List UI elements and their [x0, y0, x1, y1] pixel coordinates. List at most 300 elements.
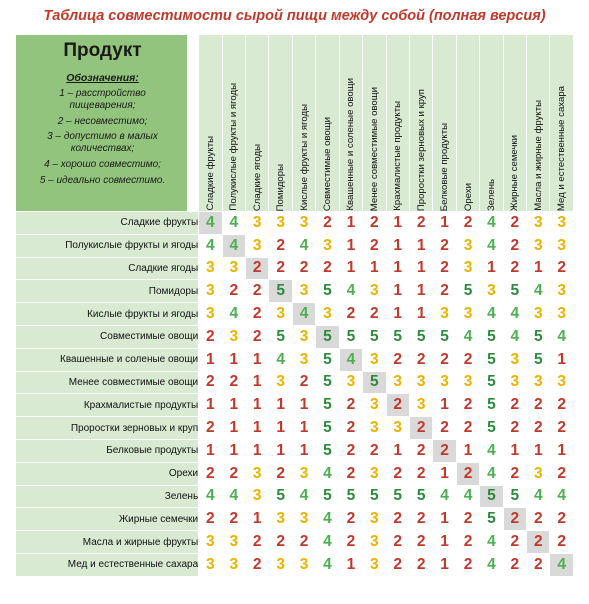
compatibility-cell: 4 [433, 485, 456, 508]
compatibility-cell: 1 [409, 234, 432, 257]
compatibility-cell: 4 [527, 485, 550, 508]
column-header [363, 35, 386, 212]
compatibility-cell: 3 [269, 371, 292, 394]
compatibility-cell: 5 [316, 485, 339, 508]
compatibility-cell: 2 [363, 303, 386, 326]
compatibility-cell: 2 [503, 508, 526, 531]
compatibility-cell: 2 [292, 371, 315, 394]
compatibility-cell: 1 [433, 462, 456, 485]
column-header-label: Проростки зерновых и круп [415, 88, 427, 211]
compatibility-cell: 3 [433, 303, 456, 326]
compatibility-cell: 1 [246, 439, 269, 462]
column-header [409, 35, 432, 212]
compatibility-cell: 2 [199, 417, 222, 440]
table-row [16, 371, 574, 394]
compatibility-cell: 4 [339, 348, 362, 371]
column-header-label: Зелень [485, 178, 497, 211]
row-header: Помидоры [16, 280, 199, 303]
compatibility-cell: 2 [409, 417, 432, 440]
compatibility-cell: 1 [386, 280, 409, 303]
compatibility-cell: 3 [222, 553, 245, 576]
compatibility-cell: 4 [480, 234, 503, 257]
compatibility-cell: 2 [316, 212, 339, 235]
compatibility-cell: 5 [316, 325, 339, 348]
compatibility-cell: 4 [503, 325, 526, 348]
column-header [246, 35, 269, 212]
compatibility-cell: 1 [292, 394, 315, 417]
compatibility-cell: 2 [527, 417, 550, 440]
legend-subtitle: Обозначения: [66, 72, 139, 84]
compatibility-cell: 4 [292, 234, 315, 257]
compatibility-cell: 4 [316, 462, 339, 485]
column-header [339, 35, 362, 212]
column-header [316, 35, 339, 212]
compatibility-cell: 1 [550, 439, 574, 462]
column-header [433, 35, 456, 212]
legend-panel [15, 34, 188, 212]
compatibility-cell: 1 [433, 394, 456, 417]
compatibility-cell: 2 [409, 531, 432, 554]
compatibility-cell: 3 [456, 234, 479, 257]
compatibility-cell: 2 [433, 417, 456, 440]
compatibility-cell: 2 [433, 439, 456, 462]
compatibility-cell: 4 [480, 303, 503, 326]
compatibility-cell: 4 [550, 553, 574, 576]
compatibility-cell: 2 [503, 553, 526, 576]
table-row [16, 508, 574, 531]
compatibility-cell: 2 [503, 234, 526, 257]
column-header [222, 35, 245, 212]
table-row [16, 325, 574, 348]
compatibility-cell: 2 [456, 553, 479, 576]
compatibility-cell: 3 [246, 485, 269, 508]
compatibility-cell: 2 [363, 212, 386, 235]
compatibility-cell: 2 [386, 394, 409, 417]
compatibility-cell: 2 [409, 553, 432, 576]
compatibility-cell: 3 [363, 531, 386, 554]
table-row [16, 348, 574, 371]
row-header: Проростки зерновых и круп [16, 417, 199, 440]
compatibility-cell: 1 [409, 280, 432, 303]
table-row [16, 417, 574, 440]
compatibility-cell: 3 [550, 234, 574, 257]
compatibility-cell: 1 [433, 508, 456, 531]
compatibility-cell: 2 [503, 417, 526, 440]
column-header-label: Полукислые фрукты и ягоды [228, 83, 240, 211]
row-header: Сладкие фрукты [16, 212, 199, 235]
column-header [199, 35, 222, 212]
compatibility-cell: 1 [246, 508, 269, 531]
compatibility-cell: 2 [456, 348, 479, 371]
compatibility-cell: 2 [550, 462, 574, 485]
compatibility-cell: 2 [269, 257, 292, 280]
compatibility-cell: 2 [433, 348, 456, 371]
compatibility-cell: 2 [246, 531, 269, 554]
compatibility-cell: 5 [503, 280, 526, 303]
compatibility-cell: 1 [292, 417, 315, 440]
compatibility-cell: 1 [269, 394, 292, 417]
compatibility-cell: 3 [480, 280, 503, 303]
compatibility-cell: 4 [269, 348, 292, 371]
compatibility-cell: 5 [480, 508, 503, 531]
compatibility-cell: 1 [199, 394, 222, 417]
compatibility-cell: 2 [199, 508, 222, 531]
compatibility-cell: 2 [456, 417, 479, 440]
compatibility-cell: 2 [527, 553, 550, 576]
column-header [269, 35, 292, 212]
compatibility-cell: 4 [222, 212, 245, 235]
compatibility-cell: 3 [292, 508, 315, 531]
column-header [386, 35, 409, 212]
compatibility-cell: 3 [409, 371, 432, 394]
compatibility-cell: 2 [550, 508, 574, 531]
compatibility-cell: 1 [456, 439, 479, 462]
legend-line: 5 – идеально совместимо. [39, 175, 166, 186]
compatibility-cell: 4 [527, 280, 550, 303]
compatibility-cell: 2 [550, 531, 574, 554]
compatibility-cell: 4 [222, 303, 245, 326]
compatibility-cell: 5 [339, 325, 362, 348]
compatibility-cell: 2 [269, 531, 292, 554]
compatibility-cell: 4 [316, 553, 339, 576]
compatibility-cell: 2 [339, 531, 362, 554]
compatibility-cell: 3 [222, 325, 245, 348]
compatibility-cell: 3 [503, 371, 526, 394]
compatibility-cell: 3 [363, 348, 386, 371]
compatibility-cell: 3 [316, 303, 339, 326]
compatibility-cell: 5 [269, 485, 292, 508]
compatibility-cell: 4 [292, 303, 315, 326]
compatibility-cell: 4 [480, 462, 503, 485]
compatibility-cell: 2 [456, 531, 479, 554]
compatibility-cell: 2 [433, 234, 456, 257]
compatibility-cell: 3 [316, 234, 339, 257]
compatibility-cell: 3 [246, 462, 269, 485]
compatibility-cell: 3 [363, 280, 386, 303]
compatibility-cell: 2 [246, 325, 269, 348]
compatibility-cell: 4 [503, 303, 526, 326]
compatibility-cell: 1 [503, 439, 526, 462]
compatibility-cell: 1 [199, 348, 222, 371]
compatibility-cell: 2 [199, 462, 222, 485]
compatibility-cell: 5 [316, 394, 339, 417]
table-row [16, 439, 574, 462]
compatibility-cell: 5 [409, 325, 432, 348]
compatibility-cell: 2 [433, 257, 456, 280]
column-header-label: Крахмалистые продукты [392, 101, 404, 211]
compatibility-cell: 2 [222, 371, 245, 394]
compatibility-cell: 3 [199, 257, 222, 280]
compatibility-cell: 1 [550, 348, 574, 371]
compatibility-cell: 5 [363, 371, 386, 394]
compatibility-cell: 1 [433, 212, 456, 235]
compatibility-cell: 2 [222, 280, 245, 303]
compatibility-cell: 1 [199, 439, 222, 462]
compatibility-cell: 3 [269, 553, 292, 576]
legend-line: 1 – расстройство [59, 88, 146, 99]
compatibility-cell: 3 [269, 212, 292, 235]
compatibility-cell: 4 [292, 485, 315, 508]
compatibility-cell: 2 [503, 462, 526, 485]
compatibility-cell: 3 [550, 371, 574, 394]
compatibility-cell: 2 [363, 439, 386, 462]
compatibility-cell: 5 [480, 417, 503, 440]
compatibility-cell: 3 [199, 303, 222, 326]
compatibility-cell: 1 [386, 439, 409, 462]
compatibility-cell: 2 [339, 303, 362, 326]
compatibility-cell: 2 [409, 508, 432, 531]
row-header: Белковые продукты [16, 439, 199, 462]
column-header [456, 35, 479, 212]
compatibility-cell: 3 [339, 371, 362, 394]
compatibility-cell: 3 [199, 553, 222, 576]
column-header [480, 35, 503, 212]
compatibility-cell: 5 [363, 325, 386, 348]
column-header [503, 35, 526, 212]
compatibility-cell: 3 [269, 508, 292, 531]
compatibility-cell: 3 [456, 371, 479, 394]
compatibility-cell: 4 [316, 508, 339, 531]
compatibility-cell: 5 [386, 325, 409, 348]
compatibility-cell: 1 [246, 348, 269, 371]
compatibility-cell: 5 [316, 439, 339, 462]
column-header-label: Масла и жирные фрукты [532, 100, 544, 211]
compatibility-cell: 3 [292, 462, 315, 485]
column-header-label: Помидоры [275, 163, 287, 211]
column-header-label: Менее совместимые овощи [368, 86, 380, 211]
compatibility-cell: 5 [339, 485, 362, 508]
compatibility-cell: 3 [363, 508, 386, 531]
compatibility-cell: 5 [409, 485, 432, 508]
compatibility-cell: 2 [409, 439, 432, 462]
compatibility-cell: 4 [480, 212, 503, 235]
compatibility-cell: 5 [527, 325, 550, 348]
compatibility-cell: 2 [339, 417, 362, 440]
compatibility-cell: 1 [386, 303, 409, 326]
compatibility-cell: 3 [550, 280, 574, 303]
compatibility-cell: 1 [363, 257, 386, 280]
compatibility-cell: 2 [386, 531, 409, 554]
table-row [16, 280, 574, 303]
compatibility-cell: 5 [480, 348, 503, 371]
compatibility-cell: 2 [222, 462, 245, 485]
compatibility-cell: 5 [386, 485, 409, 508]
compatibility-cell: 3 [199, 531, 222, 554]
compatibility-cell: 2 [550, 257, 574, 280]
compatibility-cell: 4 [456, 325, 479, 348]
compatibility-cell: 5 [433, 325, 456, 348]
row-header: Совместимые овощи [16, 325, 199, 348]
compatibility-cell: 2 [503, 257, 526, 280]
compatibility-cell: 1 [222, 439, 245, 462]
compatibility-cell: 3 [363, 417, 386, 440]
compatibility-cell: 5 [316, 280, 339, 303]
column-header [550, 35, 574, 212]
legend-line: пищеварения; [69, 100, 136, 111]
compatibility-cell: 3 [527, 212, 550, 235]
compatibility-cell: 2 [246, 303, 269, 326]
compatibility-cell: 1 [339, 234, 362, 257]
compatibility-cell: 2 [409, 462, 432, 485]
column-header [527, 35, 550, 212]
column-header-label: Мед и естественные сахара [556, 85, 568, 211]
row-header: Орехи [16, 462, 199, 485]
compatibility-cell: 4 [199, 485, 222, 508]
legend-line: 2 – несовместимо; [57, 116, 148, 127]
compatibility-cell: 4 [480, 553, 503, 576]
compatibility-cell: 2 [363, 234, 386, 257]
compatibility-cell: 2 [292, 257, 315, 280]
page-title: Таблица совместимости сырой пищи между собой (полная версия) [43, 8, 546, 24]
compatibility-cell: 5 [269, 325, 292, 348]
compatibility-cell: 2 [339, 462, 362, 485]
compatibility-cell: 1 [246, 417, 269, 440]
compatibility-cell: 2 [386, 348, 409, 371]
legend-heading: Продукт [63, 40, 142, 61]
compatibility-cell: 1 [246, 371, 269, 394]
row-header: Крахмалистые продукты [16, 394, 199, 417]
compatibility-cell: 3 [503, 348, 526, 371]
compatibility-cell: 4 [339, 280, 362, 303]
compatibility-cell: 1 [222, 348, 245, 371]
compatibility-cell: 3 [246, 212, 269, 235]
compatibility-cell: 2 [386, 508, 409, 531]
row-header: Сладкие ягоды [16, 257, 199, 280]
compatibility-cell: 5 [527, 348, 550, 371]
compatibility-cell: 2 [527, 508, 550, 531]
compatibility-cell: 4 [480, 531, 503, 554]
compatibility-cell: 3 [269, 303, 292, 326]
compatibility-cell: 3 [527, 462, 550, 485]
compatibility-cell: 3 [292, 348, 315, 371]
compatibility-cell: 2 [246, 553, 269, 576]
compatibility-cell: 2 [503, 531, 526, 554]
column-header [292, 35, 315, 212]
compatibility-cell: 2 [386, 462, 409, 485]
compatibility-cell: 5 [363, 485, 386, 508]
compatibility-cell: 4 [550, 325, 574, 348]
compatibility-cell: 2 [222, 508, 245, 531]
compatibility-cell: 3 [456, 303, 479, 326]
compatibility-cell: 4 [550, 485, 574, 508]
compatibility-cell: 1 [269, 439, 292, 462]
compatibility-cell: 5 [480, 371, 503, 394]
compatibility-cell: 5 [316, 348, 339, 371]
compatibility-cell: 2 [550, 417, 574, 440]
row-header: Полукислые фрукты и ягоды [16, 234, 199, 257]
legend-line: 4 – хорошо совместимо; [44, 159, 161, 170]
compatibility-cell: 3 [527, 371, 550, 394]
compatibility-cell: 1 [527, 439, 550, 462]
compatibility-cell: 5 [480, 485, 503, 508]
compatibility-cell: 2 [456, 394, 479, 417]
row-header: Кислые фрукты и ягоды [16, 303, 199, 326]
compatibility-cell: 3 [292, 325, 315, 348]
compatibility-cell: 2 [456, 462, 479, 485]
compatibility-cell: 2 [199, 371, 222, 394]
compatibility-cell: 2 [527, 531, 550, 554]
compatibility-cell: 3 [292, 212, 315, 235]
compatibility-cell: 1 [433, 531, 456, 554]
compatibility-cell: 3 [527, 303, 550, 326]
compatibility-cell: 2 [409, 348, 432, 371]
column-header-label: Орехи [462, 182, 474, 211]
compatibility-cell: 4 [222, 234, 245, 257]
compatibility-cell: 2 [316, 257, 339, 280]
compatibility-cell: 5 [269, 280, 292, 303]
compatibility-cell: 1 [222, 394, 245, 417]
column-header-label: Сладкие ягоды [251, 143, 263, 211]
compatibility-cell: 1 [409, 303, 432, 326]
compatibility-cell: 1 [386, 234, 409, 257]
compatibility-cell: 2 [386, 553, 409, 576]
compatibility-cell: 2 [503, 394, 526, 417]
compatibility-cell: 3 [386, 371, 409, 394]
compatibility-cell: 2 [339, 439, 362, 462]
compatibility-cell: 4 [199, 234, 222, 257]
table-row [16, 212, 574, 235]
compatibility-cell: 5 [503, 485, 526, 508]
compatibility-cell: 1 [386, 212, 409, 235]
table-row [16, 462, 574, 485]
compatibility-cell: 3 [550, 303, 574, 326]
legend-line: количествах; [70, 143, 135, 154]
compatibility-cell: 2 [456, 212, 479, 235]
compatibility-cell: 1 [269, 417, 292, 440]
column-header-label: Сладкие фрукты [204, 136, 216, 211]
row-header: Зелень [16, 485, 199, 508]
compatibility-cell: 3 [199, 280, 222, 303]
compatibility-cell: 3 [292, 553, 315, 576]
column-header-label: Белковые продукты [439, 122, 451, 211]
compatibility-cell: 2 [269, 234, 292, 257]
compatibility-cell: 4 [199, 212, 222, 235]
compatibility-cell: 4 [222, 485, 245, 508]
compatibility-cell: 1 [433, 553, 456, 576]
compatibility-cell: 2 [246, 280, 269, 303]
table-row [16, 257, 574, 280]
compatibility-cell: 3 [363, 394, 386, 417]
compatibility-cell: 2 [503, 212, 526, 235]
compatibility-cell: 2 [456, 508, 479, 531]
compatibility-cell: 3 [386, 417, 409, 440]
compatibility-cell: 2 [339, 394, 362, 417]
row-header: Менее совместимые овощи [16, 371, 199, 394]
compatibility-cell: 1 [339, 212, 362, 235]
row-header: Масла и жирные фрукты [16, 531, 199, 554]
compatibility-cell: 1 [527, 257, 550, 280]
compatibility-cell: 3 [456, 257, 479, 280]
compatibility-cell: 3 [222, 531, 245, 554]
compatibility-cell: 2 [550, 394, 574, 417]
compatibility-cell: 2 [199, 325, 222, 348]
compatibility-cell: 1 [222, 417, 245, 440]
compatibility-cell: 3 [363, 462, 386, 485]
column-header-label: Квашенные и соленые овощи [345, 78, 357, 211]
table-row [16, 531, 574, 554]
compatibility-cell: 3 [363, 553, 386, 576]
compatibility-cell: 5 [480, 325, 503, 348]
compatibility-cell: 2 [246, 257, 269, 280]
row-header: Мед и естественные сахара [16, 553, 199, 576]
table-row [16, 394, 574, 417]
compatibility-cell: 3 [409, 394, 432, 417]
table-row [16, 553, 574, 576]
compatibility-cell: 2 [292, 531, 315, 554]
compatibility-cell: 2 [339, 508, 362, 531]
compatibility-cell: 2 [269, 462, 292, 485]
compatibility-cell: 1 [339, 553, 362, 576]
